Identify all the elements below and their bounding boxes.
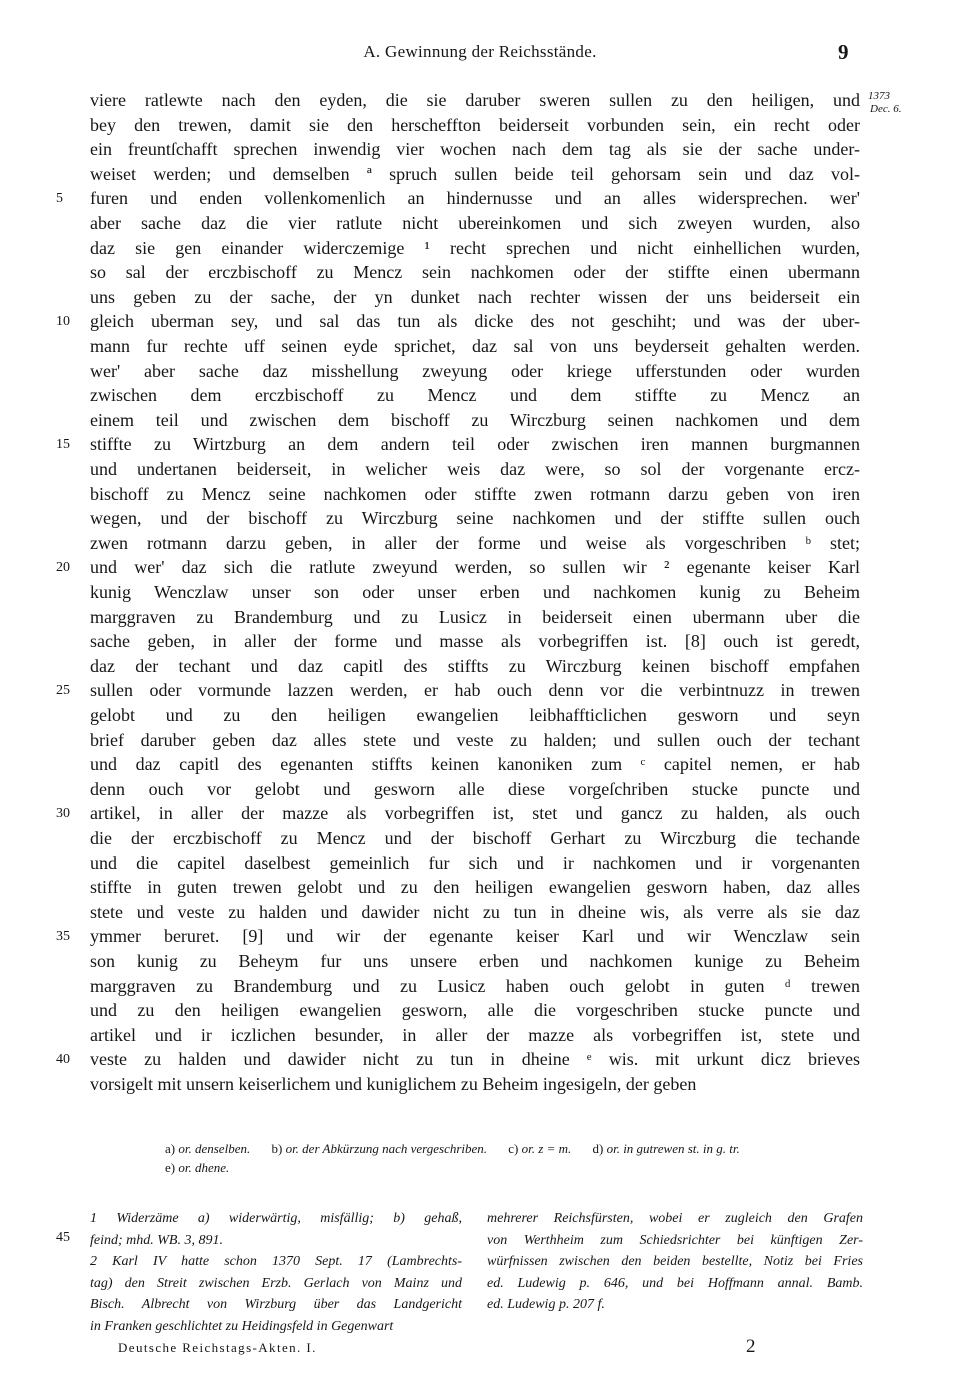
line-number: 20 bbox=[56, 560, 70, 576]
body-line: mann fur rechte uff seinen eyde sprichet, daz sal von uns beyderseit gehalten werden. bbox=[90, 336, 860, 356]
footnote-line: von Werthheim zum Schiedsrichter bei künftigen Zer- bbox=[487, 1232, 863, 1248]
body-line: denn ouch vor gelobt und gesworn alle diese vorgeſchriben stucke puncte und bbox=[90, 778, 860, 799]
annotation-row-1 bbox=[165, 1141, 740, 1157]
annotation-a: a) or. denselben. bbox=[165, 1141, 251, 1156]
body-line: einem teil und zwischen dem bischoff zu Wirczburg seinen nachkomen und dem bbox=[90, 409, 860, 430]
body-line: stiffte zu Wirtzburg an dem andern teil oder zwischen iren mannen burgmannen bbox=[90, 434, 860, 455]
body-line: sullen oder vormunde lazzen werden, er hab ouch denn vor die verbintnuzz in trewen bbox=[90, 680, 860, 701]
line-number: 5 bbox=[56, 191, 63, 207]
annotation-e: e) or. dhene. bbox=[165, 1160, 230, 1175]
footnote-line: mehrerer Reichsfürsten, wobei er zugleich den Grafen bbox=[487, 1211, 863, 1226]
body-line: vorsigelt mit unsern keiserlichem und kuniglichem zu Beheim ingesigeln, der geben bbox=[90, 1074, 697, 1094]
body-line: wegen, und der bischoff zu Wirczburg seine nachkomen und der stiffte sullen ouch bbox=[90, 508, 860, 529]
line-number: 35 bbox=[56, 929, 70, 945]
body-line: gleich uberman sey, und sal das tun als dicke des not geschiht; und was der uber- bbox=[90, 311, 860, 332]
footnote-line: feind; mhd. WB. 3, 891. bbox=[90, 1232, 223, 1248]
margin-date-year: 1373 bbox=[868, 90, 890, 102]
body-line: son kunig zu Beheym fur uns unsere erben und nachkomen kunige zu Beheim bbox=[90, 951, 860, 971]
body-line: stiffte in guten trewen gelobt und zu den heiligen ewangelien gesworn haben, daz alles bbox=[90, 877, 860, 898]
footnote-line: ed. Ludewig p. 207 f. bbox=[487, 1297, 605, 1312]
body-line: uns geben zu der sache, der yn dunket nach rechter wissen der uns beiderseit ein bbox=[90, 286, 860, 307]
line-number: 15 bbox=[56, 437, 70, 453]
body-line: so sal der erczbischoff zu Mencz sein nachkomen oder der stiffte einen ubermann bbox=[90, 262, 860, 283]
body-line: artikel und ir iczlichen besunder, in aller der mazze als vorbegriffen ist, stete und bbox=[90, 1024, 860, 1045]
body-line: weiset werden; und demselben ª spruch sullen beide teil gehorsam sein und daz vol- bbox=[90, 163, 860, 184]
annotation-b: b) or. der Abkürzung nach vergeschriben. bbox=[271, 1141, 488, 1156]
line-number: 10 bbox=[56, 314, 70, 330]
margin-date-day: Dec. 6. bbox=[870, 103, 902, 115]
footnote-line: würfnissen zwischen den beiden bestellte, Notiz bei Fries bbox=[487, 1254, 863, 1269]
body-line: marggraven zu Brandemburg und zu Lusicz in beiderseit einen ubermann uber die bbox=[90, 606, 860, 627]
margin-date-note bbox=[868, 90, 901, 116]
body-line: zwischen dem erczbischoff zu Mencz und dem stiffte zu Mencz an bbox=[90, 385, 860, 406]
body-line: die der erczbischoff zu Mencz und der bischoff Gerhart zu Wirczburg die techande bbox=[90, 828, 860, 848]
body-line: brief daruber geben daz alles stete und veste zu halden; und sullen ouch der techant bbox=[90, 729, 860, 750]
body-line: und die capitel daselbest gemeinlich fur sich und ir nachkomen und ir vorgenanten bbox=[90, 852, 860, 873]
footer-signature: Deutsche Reichstags-Akten. I. bbox=[118, 1340, 317, 1355]
footnote-line: 1 Widerzäme a) widerwärtig, misfällig; b) gehaß, bbox=[90, 1211, 462, 1226]
annotation-d: d) or. in gutrewen st. in g. tr. bbox=[592, 1141, 740, 1156]
line-number: 30 bbox=[56, 806, 70, 822]
footnote-line: ed. Ludewig p. 646, und bei Hoffmann annal. Bamb. bbox=[487, 1275, 863, 1291]
body-line: sache geben, in aller der forme und masse als vorbegriffen ist. [8] ouch ist geredt, bbox=[90, 631, 860, 652]
body-line: kunig Wenczlaw unser son oder unser erben und nachkomen kunig zu Beheim bbox=[90, 582, 860, 602]
body-line: ein freuntſchafft sprechen inwendig vier wochen nach dem tag als sie der sache under- bbox=[90, 139, 860, 160]
line-number: 25 bbox=[56, 683, 70, 699]
body-line: viere ratlewte nach den eyden, die sie daruber sweren sullen zu den heiligen, und bbox=[90, 90, 860, 110]
body-line: wer' aber sache daz misshellung zweyung oder kriege ufferstunden oder wurden bbox=[90, 360, 860, 381]
running-header-title: A. Gewinnung der Reichsstände. bbox=[363, 42, 597, 61]
body-line: stete und veste zu halden und dawider nicht zu tun in dheine wis, als verre als sie daz bbox=[90, 901, 860, 922]
footnote-line: in Franken geschlichtet zu Heidingsfeld in Gegenwart bbox=[90, 1318, 394, 1334]
body-line: zwen rotmann darzu geben, in aller der forme und weise als vorgeschriben ᵇ stet; bbox=[90, 532, 860, 553]
body-line: artikel, in aller der mazze als vorbegriffen ist, stet und gancz zu halden, als ouch bbox=[90, 803, 860, 824]
page-number: 9 bbox=[838, 40, 849, 64]
footnote-line-number: 45 bbox=[56, 1230, 70, 1245]
body-line: und undertanen beiderseit, in welicher weis daz were, so sol der vorgenante ercz- bbox=[90, 459, 860, 479]
footer-sheet-number: 2 bbox=[746, 1336, 756, 1357]
body-line: und wer' daz sich die ratlute zweyund werden, so sullen wir ² egenante keiser Karl bbox=[90, 557, 860, 578]
body-line: veste zu halden und dawider nicht zu tun in dheine ᵉ wis. mit urkunt dicz brieves bbox=[90, 1049, 860, 1070]
body-line: daz der techant und daz capitl des stiffts zu Wirczburg keinen bischoff empfahen bbox=[90, 655, 860, 676]
body-line: und zu den heiligen ewangelien gesworn, alle die vorgeschriben stucke puncte und bbox=[90, 1000, 860, 1021]
body-line: bischoff zu Mencz seine nachkomen oder stiffte zwen rotmann darzu geben von iren bbox=[90, 483, 860, 504]
footnote-line: tag) den Streit zwischen Erzb. Gerlach von Mainz und bbox=[90, 1275, 462, 1291]
body-line: und daz capitl des egenanten stiffts keinen kanoniken zum ᶜ capitel nemen, er hab bbox=[90, 754, 860, 775]
body-line: ymmer beruret. [9] und wir der egenante keiser Karl und wir Wenczlaw sein bbox=[90, 926, 860, 947]
body-line: furen und enden vollenkomenlich an hindernusse und an alles widersprechen. wer' bbox=[90, 188, 860, 209]
body-line: marggraven zu Brandemburg und zu Lusicz haben ouch gelobt in guten ᵈ trewen bbox=[90, 975, 860, 996]
annotation-c: c) or. z = m. bbox=[508, 1141, 572, 1156]
footnote-line: Bisch. Albrecht von Wirzburg über das Landgericht bbox=[90, 1297, 462, 1312]
body-line: daz sie gen einander widerczemige ¹ recht sprechen und nicht einhellichen wurden, bbox=[90, 237, 860, 258]
body-line: aber sache daz die vier ratlute nicht ubereinkomen und sich zweyen wurden, also bbox=[90, 213, 860, 233]
body-line: gelobt und zu den heiligen ewangelien leibhaffticlichen gesworn und seyn bbox=[90, 705, 860, 725]
body-line: bey den trewen, damit sie den herscheffton beiderseit vorbunden sein, ein recht oder bbox=[90, 114, 860, 135]
footnote-line: 2 Karl IV hatte schon 1370 Sept. 17 (Lambrechts- bbox=[90, 1254, 462, 1269]
line-number: 40 bbox=[56, 1052, 70, 1068]
annotation-row-2 bbox=[165, 1160, 229, 1176]
